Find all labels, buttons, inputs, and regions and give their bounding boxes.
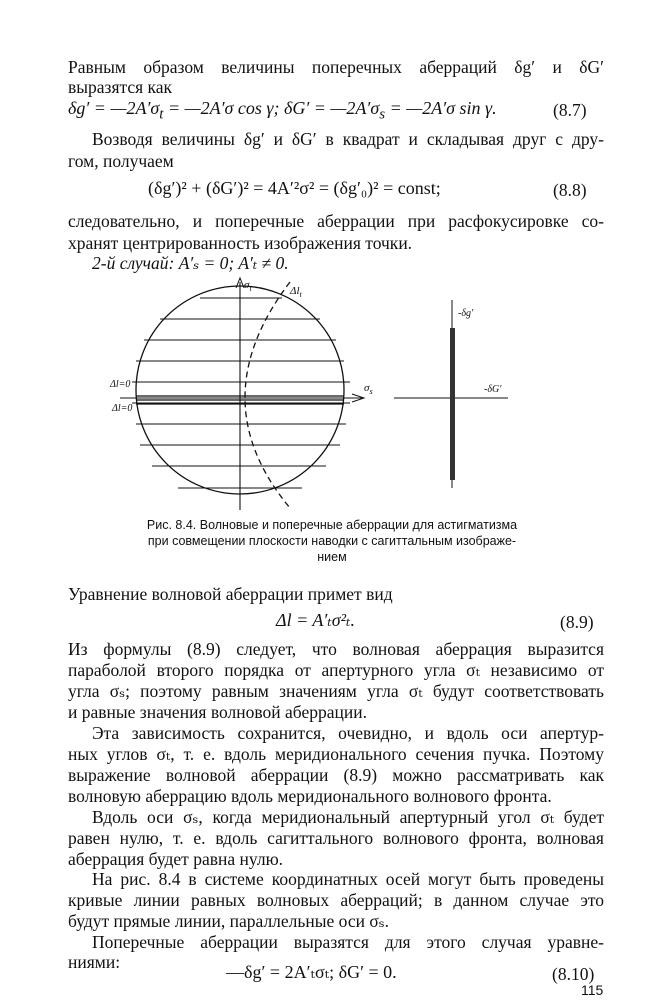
para-5-line-4: и равные значения волновой аберрации. (68, 702, 367, 722)
para-9-line-2: ниями: (68, 952, 121, 972)
label-delta-lt: $\Delta l_t$ (290, 285, 302, 299)
label-minus-dg: -δg′ (458, 308, 474, 319)
para-1-line-1: Равным образом величины поперечных аберраций δg′ и δG′ (68, 57, 604, 77)
delta-lt-parabola (245, 282, 290, 508)
case-title: 2-й случай: (92, 253, 175, 273)
equation-number-8-10: (8.10) (552, 964, 595, 984)
caption-line-3: нием (317, 550, 347, 564)
para-5-line-3: угла σₛ; поэтому равным значениям угла σₜ будут соответствовать (68, 681, 604, 701)
caption-line-2: при совмещении плоскости наводки с сагиттальным изображе- (147, 534, 517, 548)
eq87-part-a: δg′ = —2A′σ (68, 98, 160, 118)
para-7-line-2: равен нулю, т. е. вдоль сагиттального волнового фронта, волновая (68, 828, 604, 848)
eq87-sub-s: s (379, 106, 386, 123)
equation-8-10: —δg′ = 2A′ₜσₜ; δG′ = 0. (226, 962, 397, 982)
para-6-line-4: волновую аберрацию вдоль меридионального волнового фронта. (68, 786, 552, 806)
page-number: 115 (581, 982, 604, 998)
para-8-line-1: На рис. 8.4 в системе координатных осей могут быть проведены (92, 869, 604, 889)
eq87-sub-t: t (159, 106, 164, 123)
equation-number-8-7: (8.7) (553, 100, 587, 120)
eq87-part-c: = —2A′σ sin γ. (385, 98, 497, 118)
para-9-line-1: Поперечные аберрации выразятся для этого случая уравне- (92, 932, 604, 952)
label-sigma-s: $\sigma_s$ (364, 382, 373, 396)
label-dl0-top: Δl=0 (110, 379, 131, 390)
para-2-line-1: Возводя величины δg′ и δG′ в квадрат и складывая друг с дру- (92, 129, 604, 149)
caption-line-1: Рис. 8.4. Волновые и поперечные аберрации для астигматизма (146, 518, 518, 532)
para-1-line-2: выразятся как (68, 77, 173, 97)
para-6-line-3: выражение волновой аберрации (8.9) можно рассматривать как (68, 765, 604, 785)
equation-8-9: Δl = A′ₜσ²ₜ. (276, 610, 355, 630)
label-dl0-bottom: Δl=0 (112, 403, 133, 414)
para-7-line-3: аберрация будет равна нулю. (68, 849, 284, 869)
para-5-line-1: Из формулы (8.9) следует, что волновая аберрация выразится (68, 639, 604, 659)
para-6-line-1: Эта зависимость сохранится, очевидно, и вдоль оси апертур- (92, 723, 604, 743)
eq87-part-b: = —2A′σ cos γ; δG′ = —2A′σ (163, 98, 380, 118)
equation-8-7 (68, 98, 497, 124)
para-3-line-2: хранят центрированность изображения точки. (68, 233, 413, 253)
para-5-line-2: параболой второго порядка от апертурного угла σₜ независимо от (68, 660, 604, 680)
equation-8-8: (δg′)² + (δG′)² = 4A′²σ² = (δg′₀)² = const; (148, 178, 441, 198)
para-2-line-2: гом, получаем (68, 151, 174, 171)
label-sigma-t: $\sigma_t$ (244, 279, 252, 293)
para-8-line-2: кривые линии равных волновых аберраций; в данном случае это (68, 890, 604, 910)
equation-number-8-9: (8.9) (560, 612, 594, 632)
equation-number-8-8: (8.8) (553, 180, 587, 200)
para-8-line-3: будут прямые линии, параллельные оси σₛ. (68, 911, 390, 931)
figure-8-4 (0, 270, 663, 520)
transverse-aberration-segment (450, 328, 455, 480)
para-7-line-1: Вдоль оси σₛ, когда меридиональный апертурный угол σₜ будет (92, 807, 604, 827)
para-6-line-2: ных углов σₜ, т. е. вдоль меридионального сечения пучка. Поэтому (68, 744, 604, 764)
para-3-line-1: следовательно, и поперечные аберрации при расфокусировке со- (68, 211, 604, 231)
figure-caption (112, 517, 552, 565)
label-minus-dG: -δG′ (484, 384, 502, 395)
para-4: Уравнение волновой аберрации примет вид (68, 584, 393, 604)
case-condition: A′ₛ = 0; A′ₜ ≠ 0. (178, 253, 289, 273)
